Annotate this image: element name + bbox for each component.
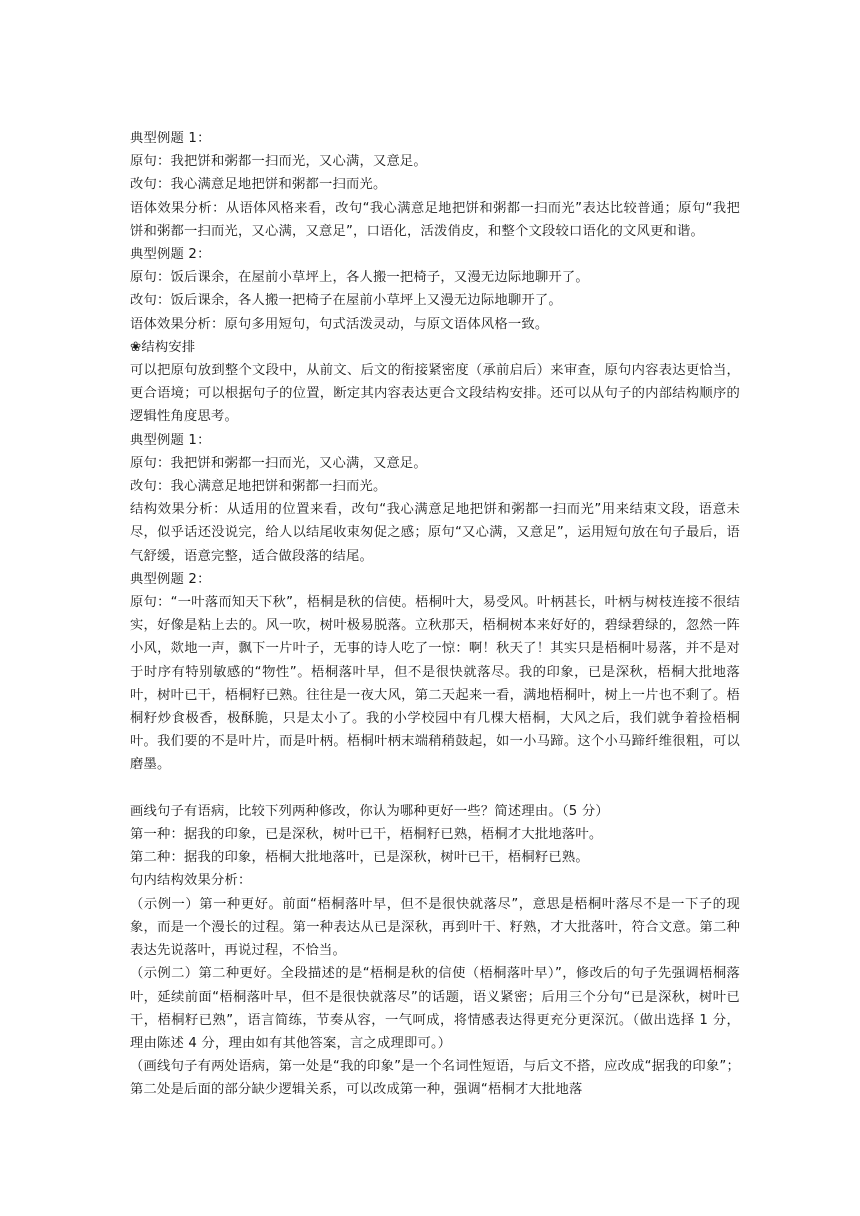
structure-analysis: 结构效果分析：从适用的位置来看，改句“我心满意足地把饼和粥都一扫而光”用来结束文段，语意未尽，似乎话还没说完，给人以结尾收束匆促之感；原句“又心满，又意足”，运用短句放在句子最后，语气舒缓，语意完整，适合做段落的结尾。 [130,502,740,564]
style-analysis: 语体效果分析：从语体风格来看，改句“我心满意足地把饼和粥都一扫而光”表达比较普通；原句“我把饼和粥都一扫而光，又心满，又意足”，口语化，活泼俏皮，和整个文段较口语化的文风更和谐。 [130,200,740,239]
example-heading: 典型例题 2： [130,571,211,587]
example-heading: 典型例题 2： [130,247,211,263]
revised-sentence: 改句：饭后课余，各人搬一把椅子在屋前小草坪上又漫无边际地聊开了。 [130,293,562,309]
option-two: 第二种：据我的印象，梧桐大批地落叶，已是深秋，树叶已干，梧桐籽已熟。 [130,850,589,866]
question-prompt: 画线句子有语病，比较下列两种修改，你认为哪种更好一些？简述理由。（5 分） [130,803,609,819]
revised-sentence: 改句：我心满意足地把饼和粥都一扫而光。 [130,177,387,193]
sample-answer-one: （示例一）第一种更好。前面“梧桐落叶早，但不是很快就落尽”，意思是梧桐叶落尽不是一下子的现象，而是一个漫长的过程。第一种表达从已是深秋，再到叶干、籽熟，才大批落叶，符合文意。第二种表达先说落叶，再说过程，不恰当。 [130,896,740,959]
original-sentence: 原句：饭后课余，在屋前小草坪上，各人搬一把椅子，又漫无边际地聊开了。 [130,270,589,286]
structure-intro-paragraph: 可以把原句放到整个文段中，从前文、后文的衔接紧密度（承前启后）来审查，原句内容表达更恰当，更合语境；可以根据句子的位置，断定其内容表达更合文段结构安排。还可以从句子的内部结构顺序的逻辑性角度思考。 [130,363,740,425]
passage-paragraph: 原句：“一叶落而知天下秋”，梧桐是秋的信使。梧桐叶大，易受风。叶柄甚长，叶柄与树枝连接不很结实，好像是粘上去的。风一吹，树叶极易脱落。立秋那天，梧桐树本来好好的，碧绿碧绿的，忽然一阵小风，欻地一声，飘下一片叶子，无事的诗人吃了一惊：啊！秋天了！其实只是梧桐叶易落，并不是对于时序有特别敏感的“物性”。梧桐落叶早，但不是很快就落尽。我的印象，已是深秋，梧桐大批地落叶，树叶已干，梧桐籽已熟。往往是一夜大风，第二天起来一看，满地梧桐叶，树上一片也不剩了。梧桐籽炒食极香，极酥脆，只是太小了。我的小学校园中有几棵大梧桐，大风之后，我们就争着捡梧桐叶。我们要的不是叶片，而是叶柄。梧桐叶柄末端稍稍鼓起，如一小马蹄。这个小马蹄纤维很粗，可以磨墨。 [130,595,740,773]
option-one: 第一种：据我的印象，已是深秋，树叶已干，梧桐籽已熟，梧桐才大批地落叶。 [130,827,603,843]
style-analysis: 语体效果分析：原句多用短句，句式活泼灵动，与原文语体风格一致。 [130,316,549,332]
example-heading: 典型例题 1： [130,432,211,448]
original-sentence: 原句：我把饼和粥都一扫而光，又心满，又意足。 [130,154,427,170]
original-sentence: 原句：我把饼和粥都一扫而光，又心满，又意足。 [130,455,427,471]
analysis-heading: 句内结构效果分析： [130,873,252,889]
revised-sentence: 改句：我心满意足地把饼和粥都一扫而光。 [130,479,387,495]
example-heading: 典型例题 1： [130,131,211,146]
document-body [130,127,740,1102]
sample-answer-two: （示例二）第二种更好。全段描述的是“梧桐是秋的信使（梧桐落叶早）”，修改后的句子先强调梧桐落叶，延续前面“梧桐落叶早，但不是很快就落尽”的话题，语义紧密；后用三个分句“已是深秋，树叶已干，梧桐籽已熟”，语言简练，节奏从容，一气呵成，将情感表达得更充分更深沉。（做出选择 1 分，理由陈述 4 分，理由如有其他答案，言之成理即可。） [130,966,740,1051]
section-heading-structure: ❀结构安排 [130,339,196,355]
error-explanation: （画线句子有两处语病，第一处是“我的印象”是一个名词性短语，与后文不搭，应改成“据我的印象”；第二处是后面的部分缺少逻辑关系，可以改成第一种，强调“梧桐才大批地落 [130,1059,740,1098]
blank-line [130,777,740,800]
